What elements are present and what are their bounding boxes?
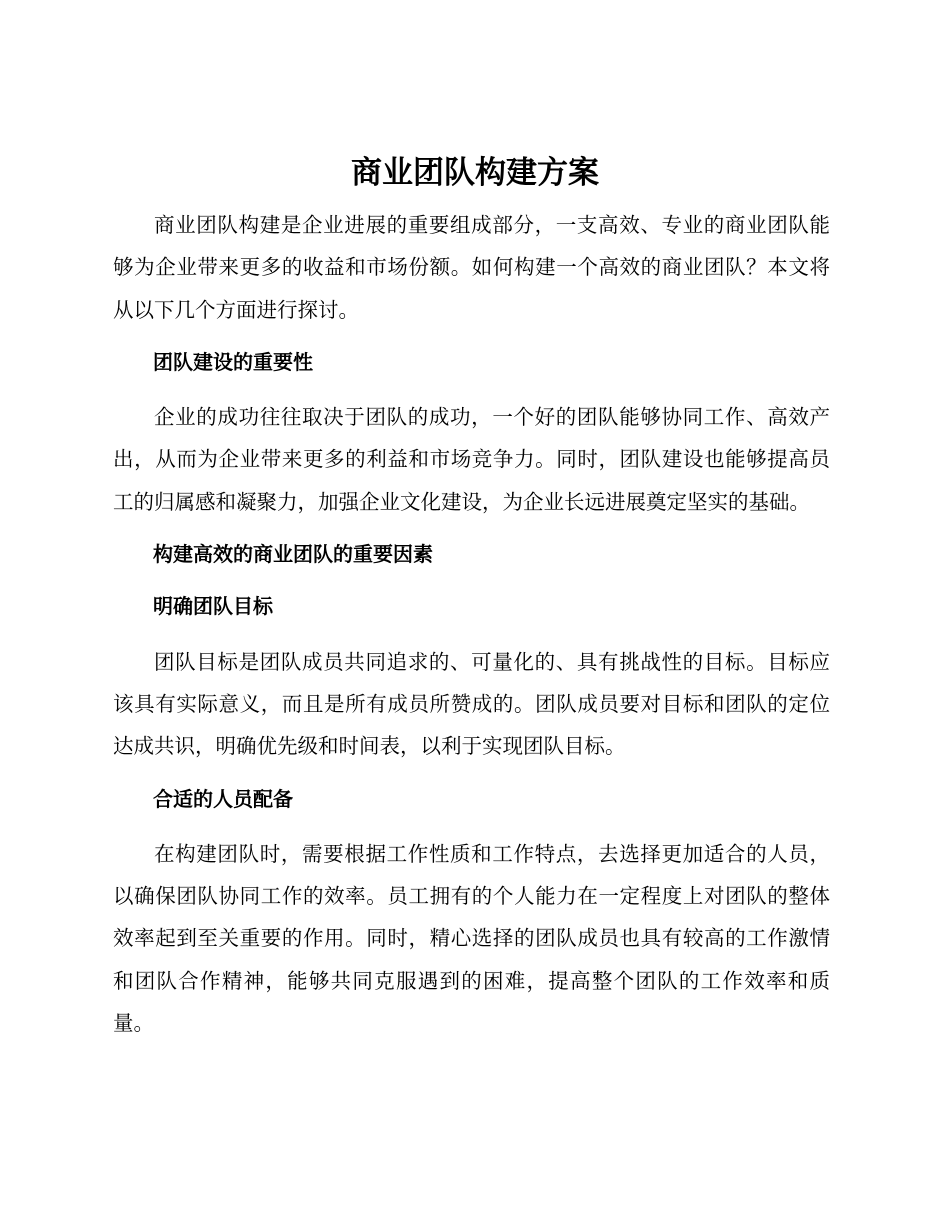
subsection-heading-staffing: 合适的人员配备 [153,786,293,811]
document-body [113,204,830,1044]
subsection-heading-goals: 明确团队目标 [153,594,273,619]
subsection-paragraph-goals: 团队目标是团队成员共同追求的、可量化的、具有挑战性的目标。目标应该具有实际意义，而且是所有成员所赞成的。团队成员要对目标和团队的定位达成共识，明确优先级和时间表，以利于实现团队目标。 [113,649,830,759]
section-paragraph-importance: 企业的成功往往取决于团队的成功，一个好的团队能够协同工作、高效产出，从而为企业带来更多的利益和市场竞争力。同时，团队建设也能够提高员工的归属感和凝聚力，加强企业文化建设，为企业长远进展奠定坚实的基础。 [113,405,830,514]
subsection-paragraph-staffing: 在构建团队时，需要根据工作性质和工作特点，去选择更加适合的人员，以确保团队协同工作的效率。员工拥有的个人能力在一定程度上对团队的整体效率起到至关重要的作用。同时，精心选择的团队成员也具有较高的工作激情和团队合作精神，能够共同克服遇到的困难，提高整个团队的工作效率和质量。 [113,841,830,1036]
document-title: 商业团队构建方案 [351,155,599,191]
intro-paragraph: 商业团队构建是企业进展的重要组成部分，一支高效、专业的商业团队能够为企业带来更多的收益和市场份额。如何构建一个高效的商业团队？本文将从以下几个方面进行探讨。 [113,213,830,322]
section-heading-key-factors: 构建高效的商业团队的重要因素 [153,542,433,567]
section-heading-importance: 团队建设的重要性 [153,349,313,374]
